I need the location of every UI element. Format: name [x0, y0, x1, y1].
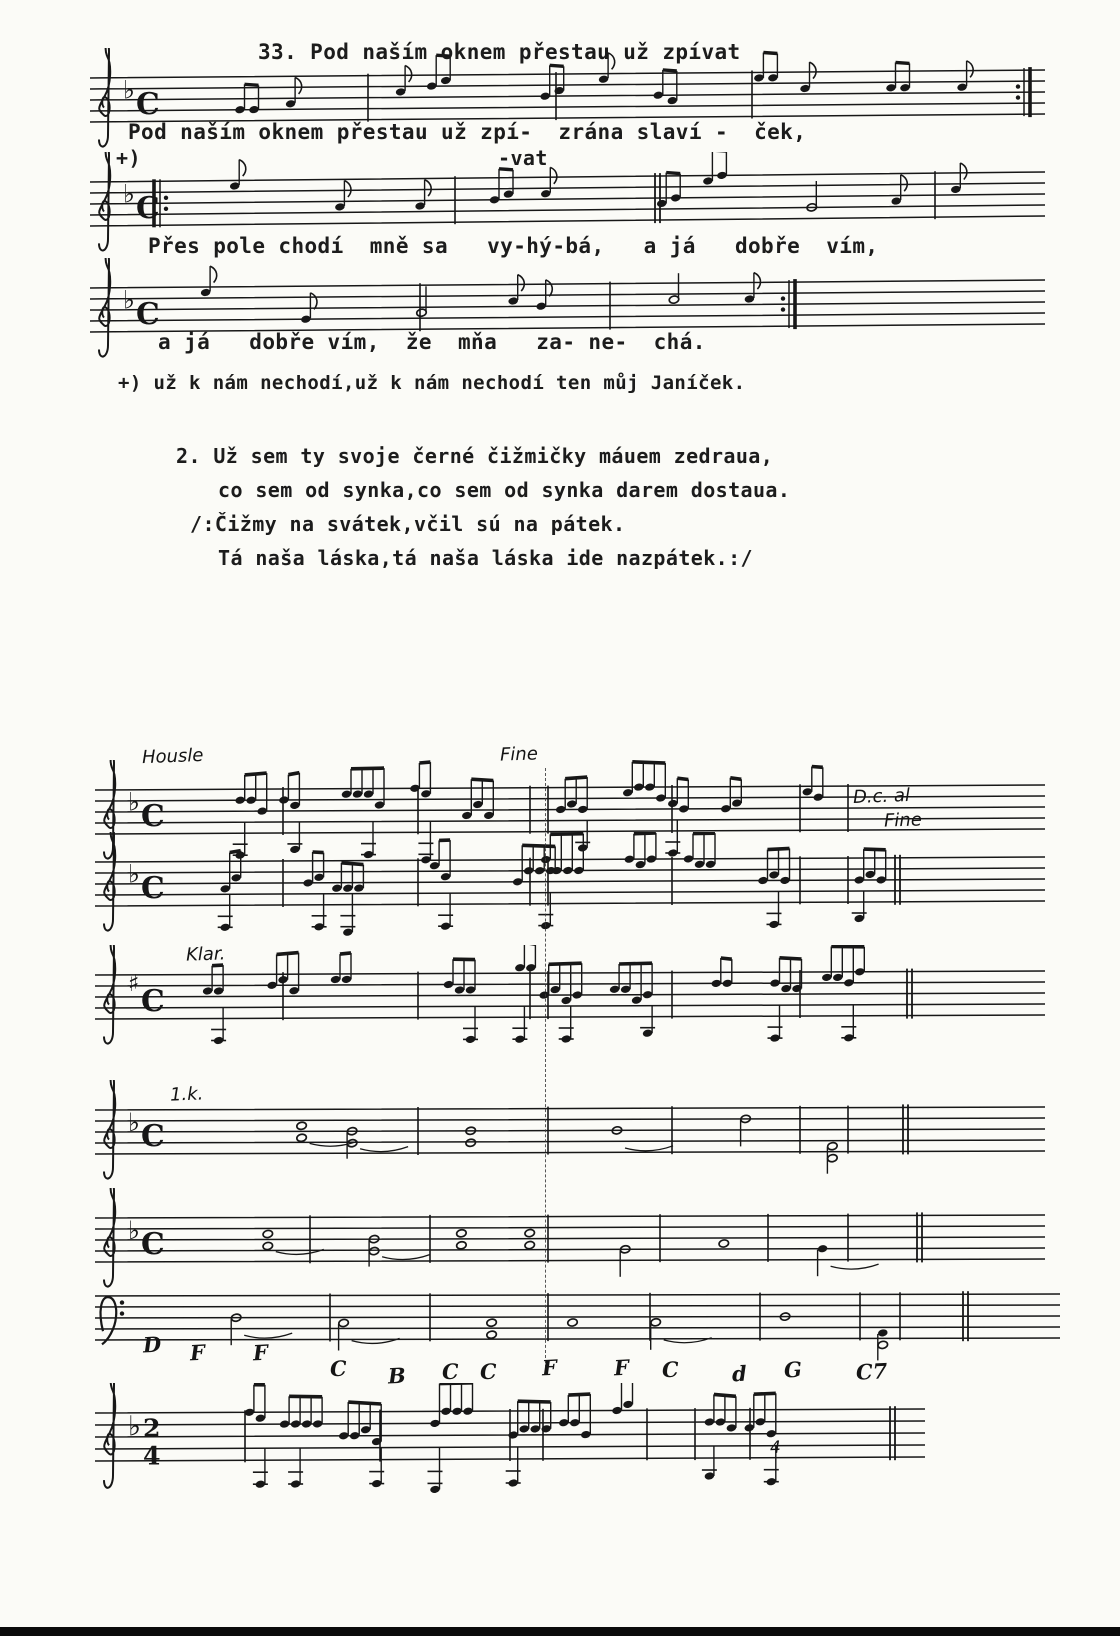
svg-text:C: C	[136, 190, 160, 226]
footnote: +) už k nám nechodí,už k nám nechodí ten můj Janíček.	[118, 372, 746, 394]
accompaniment-staff-1	[95, 1080, 1045, 1204]
svg-text:♭: ♭	[123, 179, 135, 209]
svg-text:♭: ♭	[128, 859, 140, 889]
label-fine: Fine	[499, 743, 539, 766]
chord-letter: F	[252, 1339, 269, 1366]
svg-text:♭: ♭	[123, 285, 135, 315]
svg-text:♭: ♭	[123, 75, 135, 105]
svg-text:C: C	[141, 871, 165, 907]
chord-letter: F	[541, 1354, 558, 1381]
label-first-clarinet: 1.k.	[169, 1083, 204, 1106]
chord-letter: C	[661, 1356, 680, 1383]
clarinet-staff	[95, 945, 1045, 1069]
chord-letter: d	[731, 1360, 748, 1387]
svg-text:C: C	[141, 984, 165, 1020]
verse-2-line-2: co sem od synka,co sem od synka darem dostaua.	[218, 478, 791, 502]
svg-text:C: C	[141, 1119, 165, 1155]
lyrics-line-2: Přes pole chodí mně sa vy-hý-bá, a já dobře vím,	[148, 234, 879, 258]
chord-letter: C	[329, 1355, 348, 1382]
label-housle: Housle	[141, 744, 204, 769]
bass-chord-staff	[95, 1266, 1060, 1390]
chord-letter: F	[189, 1339, 206, 1366]
chord-letter: C	[479, 1358, 498, 1385]
violin-staff-2	[95, 832, 1045, 956]
verse-2-line-3: /:Čižmy na svátek,včil sú na pátek.	[190, 512, 626, 536]
vocal-staff-3	[90, 258, 1045, 382]
verse-2-line-1: 2. Už sem ty svoje černé čižmičky máuem zedraua,	[176, 444, 774, 468]
svg-text:♭: ♭	[128, 787, 140, 817]
chord-letter: F	[613, 1354, 630, 1381]
label-dc-fine: Fine	[883, 809, 923, 832]
svg-text:4: 4	[143, 1440, 161, 1471]
chord-letter: C	[441, 1358, 460, 1385]
svg-text:♭: ♭	[128, 1107, 140, 1137]
svg-text:2: 2	[143, 1412, 161, 1443]
chord-letter: C7	[855, 1358, 888, 1385]
lyrics-line-3: a já dobře vím, že mňa za- ne- chá.	[158, 330, 706, 354]
page-title: 33. Pod naším oknem přestau už zpívat	[258, 40, 741, 64]
lyrics-line-1-continuation: -vat	[498, 146, 548, 170]
svg-text:C: C	[141, 799, 165, 835]
chord-letter: B	[387, 1362, 407, 1389]
label-klarinet: Klar.	[185, 943, 226, 966]
label-stray-fingering: 4	[769, 1437, 782, 1459]
svg-text:C: C	[141, 1227, 165, 1263]
footnote-marker: +)	[116, 146, 141, 170]
svg-text:♭: ♭	[128, 1215, 140, 1245]
label-dc-al: D.c. al	[852, 785, 911, 808]
chord-letter: G	[783, 1356, 803, 1383]
lyrics-line-1: Pod naším oknem přestau už zpí- zrána slaví - ček,	[128, 120, 807, 144]
svg-text:C: C	[136, 296, 160, 332]
svg-text:C: C	[136, 86, 160, 122]
chord-letter: D	[142, 1331, 162, 1358]
system-alignment-line	[545, 768, 546, 1368]
svg-text:♭: ♭	[128, 1409, 142, 1443]
verse-2-line-4: Tá naša láska,tá naša láska ide nazpátek.:/	[218, 546, 753, 570]
svg-text:♯: ♯	[128, 970, 140, 997]
scan-edge	[0, 1627, 1120, 1636]
final-staff	[95, 1383, 925, 1517]
